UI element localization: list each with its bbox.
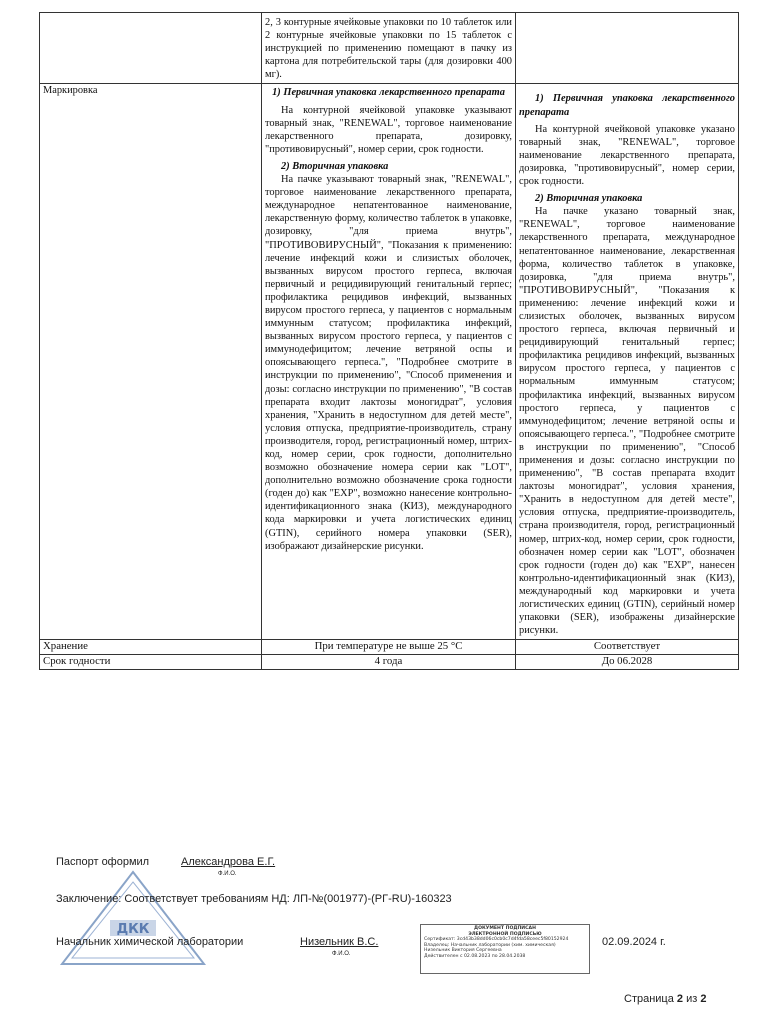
marking-results-cell: [516, 84, 739, 640]
primary-pack-heading: 1) Первичная упаковка лекарственного препарата: [519, 93, 735, 118]
table-row-shelf-life: [40, 655, 739, 670]
packaging-cell: 2, 3 контурные ячейковые упаковки по 10 таблеток или 2 контурные ячейковые упаковки по 15 таблеток с инструкцией по применению помещают в пачку из картона для потребительской тары (для дозировки 400 мг).: [262, 13, 516, 84]
passport-label: Паспорт оформил: [56, 856, 150, 868]
table-row-marking: [40, 84, 739, 640]
lab-stamp-triangle-icon: [58, 868, 208, 968]
head-title: Начальник химической лаборатории: [56, 936, 244, 948]
passport-signer-name: Александрова Е.Г.: [181, 856, 276, 868]
sig-cert: Сертификат: 3cd43b38dd06c0cb0c7d4fda58ceec5f80152924: [424, 937, 569, 943]
secondary-pack-text: На пачке указывают товарный знак, "RENEWAL", торговое наименование лекарственного препарата, международное непатентованное наименование, лекарственную форму, количество таблеток в упаковке, дозировку, "для приема внутрь", "ПРОТИВОВИРУСНЫЙ", "Показания к применению: лечение инфекций кожи и слизистых оболочек, вызванных вирусом простого герпеса, включая первичный и рецидивирующий генитальный герпес; профилактика рецидивов инфекций, вызванных вирусом простого герпеса, у пациентов с нормальным иммунным статусом; профилактика инфекций, вызванных вирусом простого герпеса, у пациентов с иммунодефицитом; лечение ветряной оспы и опоясывающего герпеса.", "Подробнее смотрите в инструкции по применению", "Способ применения и дозы: согласно инструкции по применению", "В состав препарата входит лактозы моногидрат", условия хранения, "Хранить в недоступном для детей месте", условия отпуска, предприятие-производитель, страну производителя, город, регистрационный номер, штрих-код, номер серии, срок годности, дополнительно возможно обозначение номера серии как "LOT", дополнительно возможно обозначение срока годности (годен до) как "EXP", возможно нанесение контрольно-идентификационного знака (КИЗ), международного кода маркировки и учета логистических единиц (GTIN), серийного номера упаковки (SER), изображают дизайнерские рисунки.: [265, 174, 512, 552]
sig-owner: Владелец: Начальник лаборатории (хим. химическая): [424, 942, 556, 948]
table-row-storage: [40, 640, 739, 655]
sig-title-2: ЭЛЕКТРОННОЙ ПОДПИСЬЮ: [468, 931, 542, 937]
signature-date: 02.09.2024 г.: [602, 936, 666, 948]
sig-valid: Действителен с 02.08.2023 по 28.04.2038: [424, 953, 526, 959]
passport-fio-caption: Ф.И.О.: [218, 871, 237, 877]
electronic-signature-stamp: [420, 924, 590, 974]
head-fio-caption: Ф.И.О.: [332, 951, 351, 957]
shelf-life-requirement: 4 года: [262, 655, 516, 670]
secondary-pack-heading: 2) Вторичная упаковка: [281, 160, 389, 172]
sig-title-1: ДОКУМЕНТ ПОДПИСАН: [474, 926, 536, 931]
storage-requirement: При температуре не выше 25 °С: [262, 640, 516, 655]
marking-requirements-cell: [262, 84, 516, 640]
shelf-life-result: До 06.2028: [516, 655, 739, 670]
page-of: из: [686, 993, 698, 1005]
stamp-logo-text: ДКК: [116, 922, 150, 937]
table-row-packaging-continued: [40, 13, 739, 84]
row-label-shelf-life: Срок годности: [40, 655, 262, 670]
page-word: Страница: [624, 993, 674, 1005]
secondary-pack-heading: 2) Вторичная упаковка: [535, 193, 643, 205]
cell-empty: [516, 13, 739, 84]
primary-pack-text: На контурной ячейковой упаковке указано товарный знак, "RENEWAL", торговое наименование лекарственного препарата, дозировка, "противовирусный", номер серии, срок годности.: [519, 123, 735, 188]
row-label-marking: Маркировка: [40, 84, 262, 640]
storage-result: Соответствует: [516, 640, 739, 655]
row-label-storage: Хранение: [40, 640, 262, 655]
primary-pack-heading: 1) Первичная упаковка лекарственного препарата: [272, 87, 505, 99]
secondary-pack-text: На пачке указано товарный знак, "RENEWAL", торговое наименование лекарственного препарата, международное непатентованное наименование, лекарственная форма, количество таблеток в упаковке, дозировка, "для приема внутрь", "ПРОТИВОВИРУСНЫЙ", "Показания к применению: лечение инфекций кожи и слизистых оболочек, вызванных вирусом простого герпеса, включая первичный и рецидивирующий генитальный герпес; профилактика рецидивов инфекций, вызванных вирусом простого герпеса, у пациентов с нормальным иммунным статусом; профилактика инфекций, вызванных вирусом простого герпеса, у пациентов с иммунодефицитом; лечение ветряной оспы и опоясывающего герпеса.", "Подробнее смотрите в инструкции по применению", "Способ применения и дозы: согласно инструкции по применению", "В состав препарата входит лактозы моногидрат", условия хранения, "Хранить в недоступном для детей месте", условия отпуска, предприятие-производитель, страна производителя, город, регистрационный номер, штрих-код, номер серии, срок годности, обозначен номер серии как "LOT", обозначен срок годности (годен до) как "EXP", нанесен контрольно-идентификационный знак (КИЗ), международный код маркировки и учета логистических единиц (GTIN), серийный номер упаковки (SER), изображены дизайнерские рисунки.: [519, 206, 735, 637]
sig-name: Низельник Виктория Сергеевна: [424, 948, 502, 954]
head-signer-name: Низельник В.С.: [300, 936, 379, 948]
conclusion-text: Заключение: Соответствует требованиям НД: ЛП-№(001977)-(РГ-RU)-160323: [56, 893, 452, 905]
page-total: 2: [700, 993, 707, 1005]
primary-pack-text: На контурной ячейковой упаковке указывают товарный знак, "RENEWAL", торговое наименование лекарственного препарата, дозировку, "противовирусный", номер серии, срок годности.: [265, 104, 512, 155]
page-number: 2: [676, 993, 684, 1005]
cell-empty: [40, 13, 262, 84]
page-counter: [624, 993, 707, 1005]
spec-table: [39, 12, 739, 670]
